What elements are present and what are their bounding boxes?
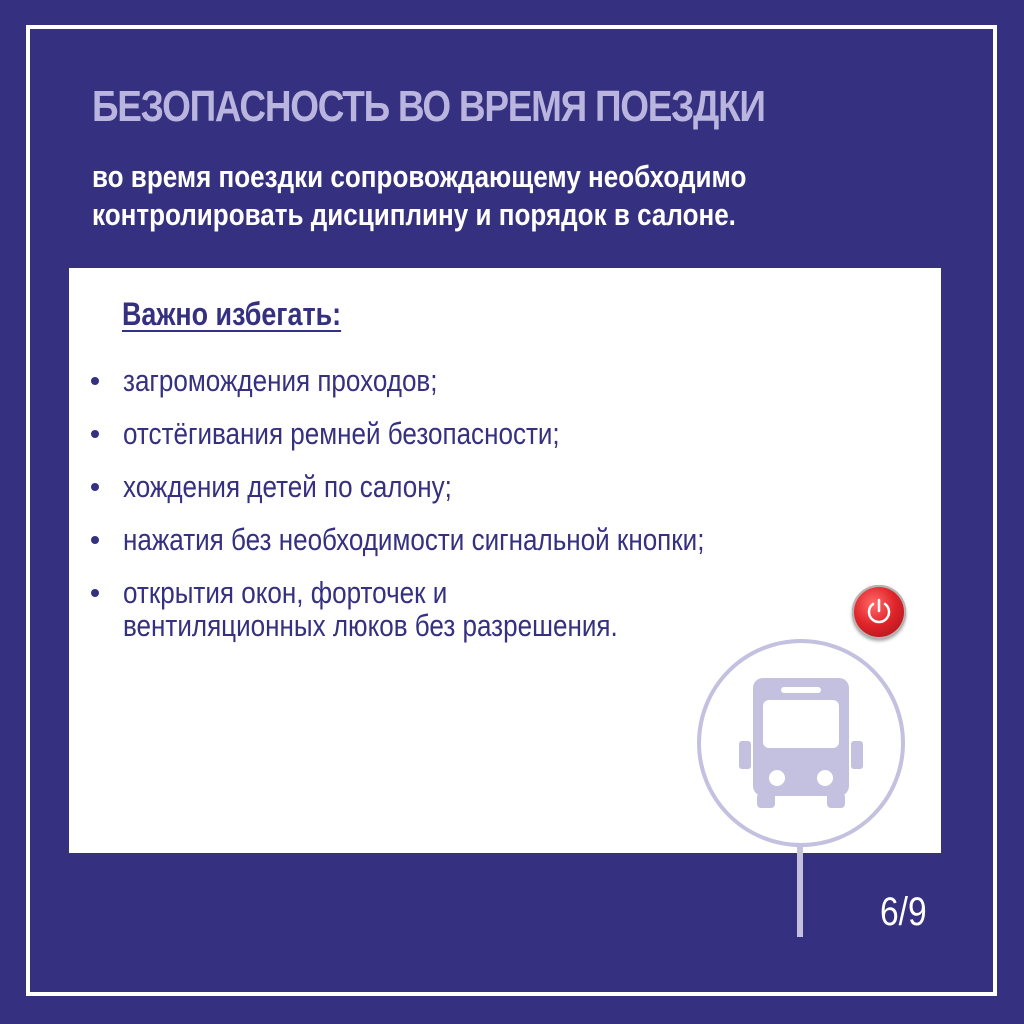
bullet-icon: [91, 589, 99, 597]
avoid-list: [91, 364, 891, 662]
bullet-icon: [91, 483, 99, 491]
list-item: открытия окон, форточек и вентиляционных люков без разрешения.: [91, 576, 891, 642]
bus-stop-sign-icon: [697, 639, 905, 847]
subtitle: во время поездки сопровождающему необходимо контролировать дисциплину и порядок в салоне.: [92, 159, 747, 232]
bullet-icon: [91, 377, 99, 385]
page-title: БЕЗОПАСНОСТЬ ВО ВРЕМЯ ПОЕЗДКИ: [92, 82, 765, 131]
power-button-icon: [852, 585, 906, 639]
bullet-icon: [91, 430, 99, 438]
list-item: загромождения проходов;: [91, 364, 891, 397]
bullet-icon: [91, 536, 99, 544]
list-item: отстёгивания ремней безопасности;: [91, 417, 891, 450]
sign-pole: [797, 845, 803, 937]
list-item: нажатия без необходимости сигнальной кнопки;: [91, 523, 891, 556]
list-item: хождения детей по салону;: [91, 470, 891, 503]
page-number: 6/9: [880, 890, 927, 934]
card-heading: Важно избегать:: [122, 296, 342, 332]
